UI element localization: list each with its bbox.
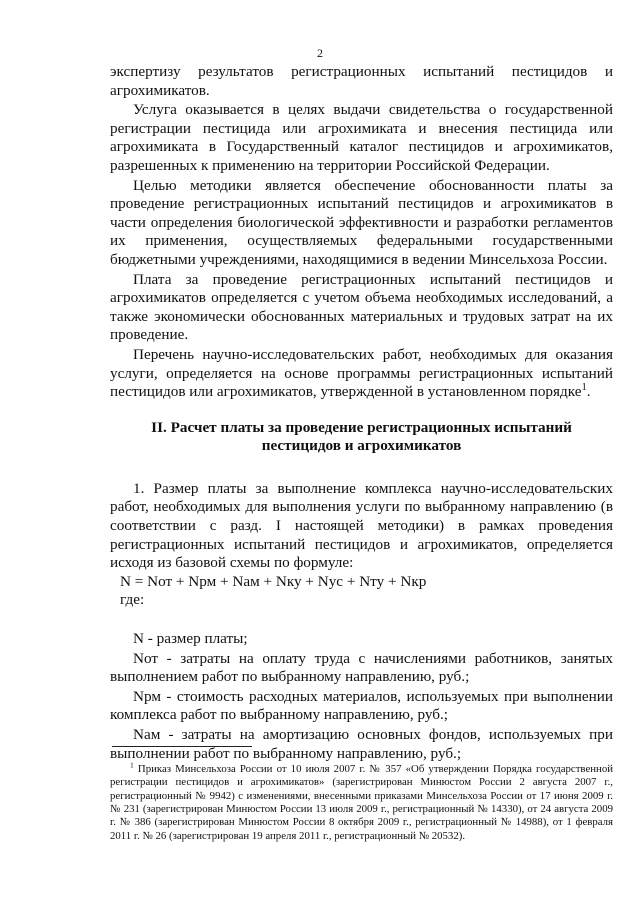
page-number: 2 bbox=[317, 46, 323, 60]
body-text bbox=[110, 63, 613, 763]
where-label: где: bbox=[120, 591, 145, 609]
section-heading-line-2: пестицидов и агрохимикатов bbox=[261, 437, 462, 455]
section-heading-line-1: II. Расчет платы за проведение регистрационных испытаний bbox=[151, 418, 572, 436]
paragraph-3: Целью методики является обеспечение обоснованности платы за проведение регистрационных испытаний пестицидов и агрохимикатов в части определения биологической эффективности и разработки регламентов их применения, осуществляемых федеральными государственными бюджетными учреждениями, находящимися в ведении Минсельхоза России. bbox=[110, 176, 613, 268]
definition-nam: Nам - затраты на амортизацию основных фондов, используемых при выполнении работ по выбранному направлению, руб.; bbox=[110, 726, 613, 762]
fee-formula: N = Nот + Nрм + Nам + Nку + Nус + Nту + Nкр bbox=[120, 572, 427, 590]
footnote bbox=[110, 760, 613, 843]
paragraph-5-end: . bbox=[586, 383, 591, 401]
paragraph-5 bbox=[110, 346, 613, 402]
paragraph-4: Плата за проведение регистрационных испытаний пестицидов и агрохимикатов определяется с учетом объема необходимых исследований, а также экономически обоснованных материальных и трудовых затрат на их проведение. bbox=[110, 270, 613, 344]
footnote-separator bbox=[112, 746, 252, 747]
paragraph-2: Услуга оказывается в целях выдачи свидетельства о государственной регистрации пестицида или агрохимиката и внесения пестицида или агрохимиката в Государственный каталог пестицидов и агрохимикатов, разрешенных к применению на территории Российской Федерации. bbox=[110, 101, 613, 174]
section-heading bbox=[110, 419, 613, 456]
item-1: 1. Размер платы за выполнение комплекса научно-исследовательских работ, необходимых для выполнения услуги по выбранному направлению (в соответствии с разд. I настоящей методики) в рамках проведения регистрационных испытаний пестицидов и агрохимикатов, определяется исходя из базовой схемы по формуле: bbox=[110, 479, 613, 572]
footnote-reference: 1 bbox=[581, 382, 587, 394]
definition-n: N - размер платы; bbox=[133, 630, 248, 648]
footnote-mark: 1 bbox=[130, 760, 134, 770]
definition-not: Nот - затраты на оплату труда с начислениями работников, занятых выполнением работ по выбранному направлению, руб.; bbox=[110, 649, 613, 686]
paragraph-1: экспертизу результатов регистрационных испытаний пестицидов и агрохимикатов. bbox=[110, 63, 613, 99]
definition-nrm: Nрм - стоимость расходных материалов, используемых при выполнении комплекса работ по выбранному направлению, руб.; bbox=[110, 687, 613, 724]
paragraph-5-text: Перечень научно-исследовательских работ, необходимых для оказания услуги, определяется на основе программы регистрационных испытаний пестицидов или агрохимикатов, утвержденной в установленном порядке bbox=[110, 345, 613, 401]
footnote-text: Приказ Минсельхоза России от 10 июля 2007 г. № 357 «Об утверждении Порядка государственной регистрации пестицидов и агрохимикатов» (зарегистрирован Минюстом России 2 августа 2007 г., регистрационный № 9942) с изменениями, внесенными приказами Минсельхоза России от 17 июня 2009 г. № 231 (зарегистрирован Минюстом России 13 июля 2009 г., регистрационный № 14330), от 24 августа 2009 г. № 386 (зарегистрирован Минюстом России 8 октября 2009 г., регистрационный № 14988), от 1 февраля 2011 г. № 26 (зарегистрирован 19 апреля 2011 г., регистрационный № 20532). bbox=[110, 762, 613, 842]
